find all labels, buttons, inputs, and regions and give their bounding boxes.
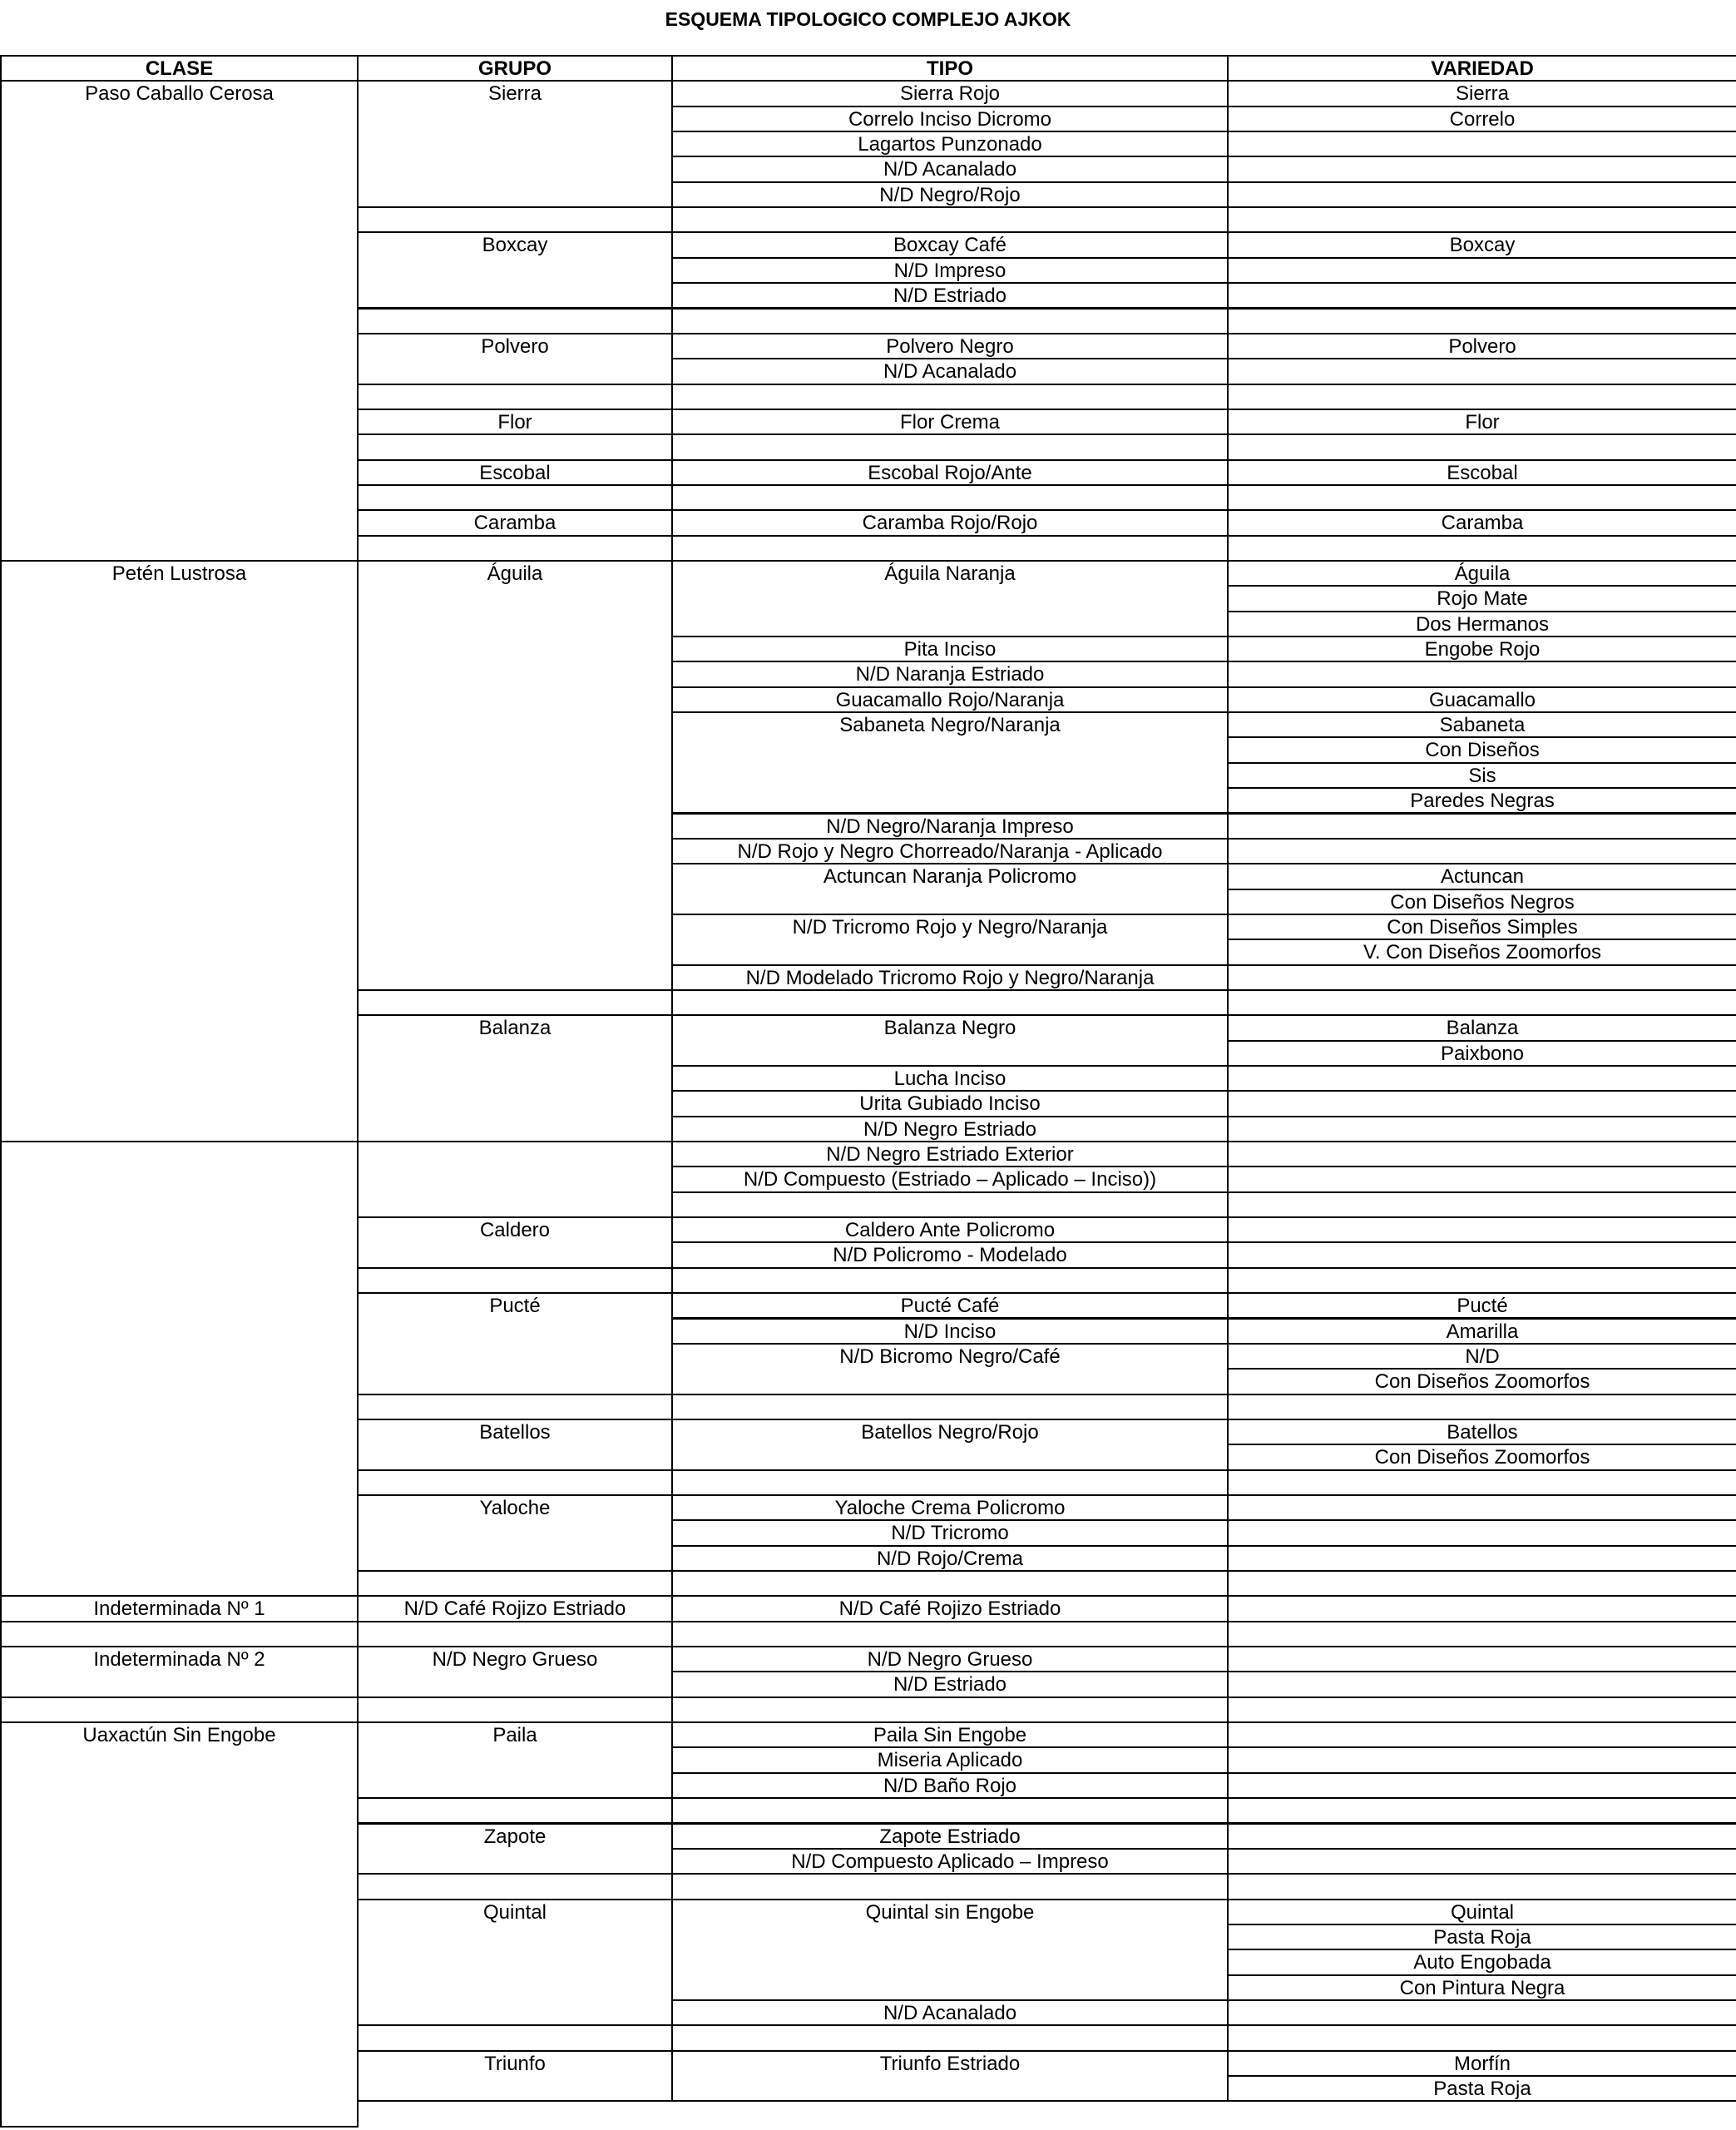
cell-variedad: Rojo Mate (1227, 585, 1736, 612)
cell-variedad: Pucté (1227, 1292, 1736, 1319)
cell-grupo: Boxcay (357, 231, 673, 309)
cell-tipo: Caldero Ante Policromo (671, 1216, 1229, 1243)
cell-variedad (1227, 1394, 1736, 1420)
page-title: ESQUEMA TIPOLOGICO COMPLEJO AJKOK (665, 8, 1071, 30)
cell-tipo: Zapote Estriado (671, 1823, 1229, 1850)
cell-tipo (671, 2024, 1229, 2051)
cell-variedad (1227, 1823, 1736, 1850)
cell-tipo: Lagartos Punzonado (671, 131, 1229, 157)
cell-variedad: Balanza (1227, 1014, 1736, 1041)
cell-tipo (671, 989, 1229, 1016)
cell-variedad (1227, 1697, 1736, 1723)
cell-variedad (1227, 384, 1736, 410)
cell-variedad: Engobe Rojo (1227, 636, 1736, 662)
cell-variedad (1227, 1090, 1736, 1117)
cell-grupo: N/D Negro Grueso (357, 1646, 673, 1698)
cell-grupo (357, 1570, 673, 1597)
cell-tipo: N/D Estriado (671, 1671, 1229, 1697)
cell-variedad: Con Diseños Zoomorfos (1227, 1444, 1736, 1470)
cell-tipo (671, 1697, 1229, 1723)
cell-tipo (671, 433, 1229, 460)
cell-grupo: Paila (357, 1721, 673, 1799)
cell-grupo (357, 1621, 673, 1647)
cell-variedad (1227, 1494, 1736, 1521)
cell-variedad (1227, 308, 1736, 334)
column-header-grupo: GRUPO (357, 55, 673, 82)
cell-variedad (1227, 964, 1736, 991)
cell-variedad (1227, 1267, 1736, 1294)
cell-grupo: Escobal (357, 459, 673, 486)
cell-grupo: Polvero (357, 333, 673, 385)
cell-clase (0, 1621, 359, 1647)
cell-variedad (1227, 156, 1736, 182)
cell-tipo: N/D Naranja Estriado (671, 661, 1229, 687)
cell-tipo: Pucté Café (671, 1292, 1229, 1319)
cell-tipo: Miseria Aplicado (671, 1746, 1229, 1773)
cell-variedad: Caramba (1227, 509, 1736, 536)
cell-variedad: Paredes Negras (1227, 787, 1736, 814)
cell-variedad (1227, 1519, 1736, 1546)
cell-grupo (357, 384, 673, 410)
cell-tipo: Boxcay Café (671, 231, 1229, 258)
cell-tipo: N/D Negro/Naranja Impreso (671, 813, 1229, 840)
cell-variedad (1227, 1797, 1736, 1824)
cell-grupo (357, 1873, 673, 1900)
cell-variedad: Con Pintura Negra (1227, 1974, 1736, 2001)
cell-grupo: Pucté (357, 1292, 673, 1394)
cell-variedad (1227, 1595, 1736, 1622)
cell-grupo (357, 2024, 673, 2051)
cell-clase: Indeterminada Nº 2 (0, 1646, 359, 1698)
cell-tipo: N/D Acanalado (671, 1999, 1229, 2026)
cell-variedad (1227, 989, 1736, 1016)
cell-variedad: Con Diseños (1227, 736, 1736, 763)
cell-grupo (357, 1141, 673, 1218)
cell-variedad (1227, 1216, 1736, 1243)
cell-variedad: Actuncan (1227, 863, 1736, 889)
cell-variedad (1227, 838, 1736, 864)
cell-tipo: N/D Modelado Tricromo Rojo y Negro/Naranja (671, 964, 1229, 991)
cell-tipo: Escobal Rojo/Ante (671, 459, 1229, 486)
cell-tipo: N/D Impreso (671, 257, 1229, 284)
cell-tipo: N/D Rojo/Crema (671, 1545, 1229, 1572)
cell-tipo: N/D Negro/Rojo (671, 181, 1229, 208)
cell-tipo (671, 308, 1229, 334)
cell-clase (0, 1697, 359, 1723)
cell-tipo: Polvero Negro (671, 333, 1229, 359)
cell-grupo (357, 433, 673, 460)
cell-tipo: N/D Acanalado (671, 156, 1229, 182)
cell-grupo (357, 1697, 673, 1723)
cell-variedad: N/D (1227, 1343, 1736, 1370)
column-header-variedad: VARIEDAD (1227, 55, 1736, 82)
cell-variedad: Dos Hermanos (1227, 611, 1736, 637)
cell-variedad (1227, 1545, 1736, 1572)
cell-tipo: Yaloche Crema Policromo (671, 1494, 1229, 1521)
cell-grupo (357, 308, 673, 334)
cell-tipo (671, 1621, 1229, 1647)
cell-tipo: Águila Naranja (671, 560, 1229, 637)
cell-variedad: Polvero (1227, 333, 1736, 359)
cell-tipo: Paila Sin Engobe (671, 1721, 1229, 1748)
cell-tipo: Urita Gubiado Inciso (671, 1090, 1229, 1117)
cell-variedad (1227, 206, 1736, 233)
cell-variedad (1227, 1721, 1736, 1748)
cell-tipo: N/D Negro Estriado Exterior (671, 1141, 1229, 1167)
cell-tipo: N/D Compuesto (Estriado – Aplicado – Inciso)) (671, 1166, 1229, 1192)
cell-tipo: Correlo Inciso Dicromo (671, 106, 1229, 132)
cell-variedad: Sierra (1227, 80, 1736, 106)
cell-tipo: N/D Estriado (671, 282, 1229, 309)
cell-tipo (671, 384, 1229, 410)
cell-grupo: Sierra (357, 80, 673, 208)
cell-clase: Petén Lustrosa (0, 560, 359, 1142)
cell-tipo: N/D Tricromo Rojo y Negro/Naranja (671, 914, 1229, 966)
cell-variedad (1227, 2024, 1736, 2051)
cell-tipo: N/D Baño Rojo (671, 1772, 1229, 1799)
cell-tipo: N/D Acanalado (671, 358, 1229, 384)
cell-tipo: N/D Bicromo Negro/Café (671, 1343, 1229, 1395)
cell-tipo: Caramba Rojo/Rojo (671, 509, 1229, 536)
typology-table (0, 55, 1736, 2100)
column-header-tipo: TIPO (671, 55, 1229, 82)
cell-variedad (1227, 1191, 1736, 1218)
cell-tipo: N/D Policromo - Modelado (671, 1241, 1229, 1268)
cell-variedad: Escobal (1227, 459, 1736, 486)
cell-variedad (1227, 1469, 1736, 1496)
cell-variedad (1227, 1671, 1736, 1697)
cell-grupo: Batellos (357, 1419, 673, 1471)
cell-grupo (357, 1469, 673, 1496)
cell-tipo (671, 1267, 1229, 1294)
cell-tipo: N/D Negro Grueso (671, 1646, 1229, 1672)
cell-grupo (357, 1797, 673, 1824)
cell-tipo: Quintal sin Engobe (671, 1899, 1229, 2001)
cell-grupo: Zapote (357, 1823, 673, 1875)
cell-tipo: Sabaneta Negro/Naranja (671, 711, 1229, 814)
cell-variedad: Sabaneta (1227, 711, 1736, 738)
cell-variedad (1227, 282, 1736, 309)
cell-variedad: Morfín (1227, 2050, 1736, 2077)
cell-grupo: N/D Café Rojizo Estriado (357, 1595, 673, 1622)
cell-tipo (671, 1394, 1229, 1420)
cell-tipo (671, 1570, 1229, 1597)
cell-variedad (1227, 1166, 1736, 1192)
cell-variedad: Águila (1227, 560, 1736, 587)
cell-grupo: Caramba (357, 509, 673, 536)
cell-grupo (357, 535, 673, 562)
cell-tipo: N/D Inciso (671, 1318, 1229, 1345)
column-header-clase: CLASE (0, 55, 359, 82)
cell-tipo: Flor Crema (671, 409, 1229, 435)
cell-variedad (1227, 1621, 1736, 1647)
cell-tipo: N/D Tricromo (671, 1519, 1229, 1546)
cell-tipo: Actuncan Naranja Policromo (671, 863, 1229, 915)
cell-tipo: N/D Compuesto Aplicado – Impreso (671, 1848, 1229, 1875)
cell-variedad: Auto Engobada (1227, 1949, 1736, 1975)
cell-variedad (1227, 433, 1736, 460)
cell-variedad: Boxcay (1227, 231, 1736, 258)
cell-tipo: Lucha Inciso (671, 1065, 1229, 1092)
cell-variedad (1227, 1141, 1736, 1167)
cell-variedad (1227, 1848, 1736, 1875)
cell-variedad: Con Diseños Simples (1227, 914, 1736, 940)
cell-grupo: Flor (357, 409, 673, 435)
cell-variedad (1227, 257, 1736, 284)
cell-variedad (1227, 181, 1736, 208)
cell-tipo: Pita Inciso (671, 636, 1229, 662)
cell-variedad: Paixbono (1227, 1040, 1736, 1067)
cell-grupo (357, 206, 673, 233)
cell-grupo: Triunfo (357, 2050, 673, 2103)
cell-grupo (357, 1267, 673, 1294)
cell-grupo: Caldero (357, 1216, 673, 1269)
cell-variedad (1227, 535, 1736, 562)
cell-variedad: Flor (1227, 409, 1736, 435)
cell-tipo: N/D Café Rojizo Estriado (671, 1595, 1229, 1622)
cell-tipo: Triunfo Estriado (671, 2050, 1229, 2103)
cell-grupo (357, 1394, 673, 1420)
cell-grupo (357, 989, 673, 1016)
cell-grupo: Balanza (357, 1014, 673, 1142)
cell-tipo (671, 1797, 1229, 1824)
cell-variedad (1227, 1570, 1736, 1597)
cell-variedad (1227, 813, 1736, 840)
cell-variedad (1227, 358, 1736, 384)
cell-variedad (1227, 1873, 1736, 1900)
cell-tipo (671, 206, 1229, 233)
cell-variedad (1227, 1746, 1736, 1773)
cell-variedad: Batellos (1227, 1419, 1736, 1445)
cell-grupo: Yaloche (357, 1494, 673, 1572)
cell-variedad (1227, 1999, 1736, 2026)
cell-tipo (671, 535, 1229, 562)
cell-variedad: Guacamallo (1227, 686, 1736, 713)
cell-tipo (671, 1469, 1229, 1496)
cell-variedad: Amarilla (1227, 1318, 1736, 1345)
cell-grupo: Quintal (357, 1899, 673, 2027)
cell-tipo: Sierra Rojo (671, 80, 1229, 106)
cell-tipo (671, 1191, 1229, 1218)
cell-tipo: N/D Negro Estriado (671, 1116, 1229, 1142)
cell-tipo: N/D Rojo y Negro Chorreado/Naranja - Aplicado (671, 838, 1229, 864)
cell-grupo: Águila (357, 560, 673, 991)
cell-variedad (1227, 131, 1736, 157)
cell-variedad (1227, 661, 1736, 687)
cell-clase: Paso Caballo Cerosa (0, 80, 359, 562)
cell-grupo (357, 484, 673, 511)
cell-clase (0, 1141, 359, 1597)
cell-tipo (671, 484, 1229, 511)
cell-variedad (1227, 1116, 1736, 1142)
cell-variedad (1227, 484, 1736, 511)
cell-tipo: Guacamallo Rojo/Naranja (671, 686, 1229, 713)
cell-variedad: Quintal (1227, 1899, 1736, 1925)
cell-variedad: Pasta Roja (1227, 2075, 1736, 2102)
cell-variedad: V. Con Diseños Zoomorfos (1227, 939, 1736, 965)
cell-variedad: Correlo (1227, 106, 1736, 132)
cell-variedad: Con Diseños Negros (1227, 889, 1736, 915)
cell-clase: Uaxactún Sin Engobe (0, 1721, 359, 2128)
cell-variedad (1227, 1065, 1736, 1092)
cell-variedad (1227, 1241, 1736, 1268)
cell-clase: Indeterminada Nº 1 (0, 1595, 359, 1622)
cell-variedad: Sis (1227, 762, 1736, 789)
cell-variedad: Pasta Roja (1227, 1924, 1736, 1950)
cell-variedad: Con Diseños Zoomorfos (1227, 1368, 1736, 1394)
cell-tipo: Batellos Negro/Rojo (671, 1419, 1229, 1471)
cell-variedad (1227, 1772, 1736, 1799)
cell-variedad (1227, 1646, 1736, 1672)
cell-tipo (671, 1873, 1229, 1900)
cell-tipo: Balanza Negro (671, 1014, 1229, 1067)
